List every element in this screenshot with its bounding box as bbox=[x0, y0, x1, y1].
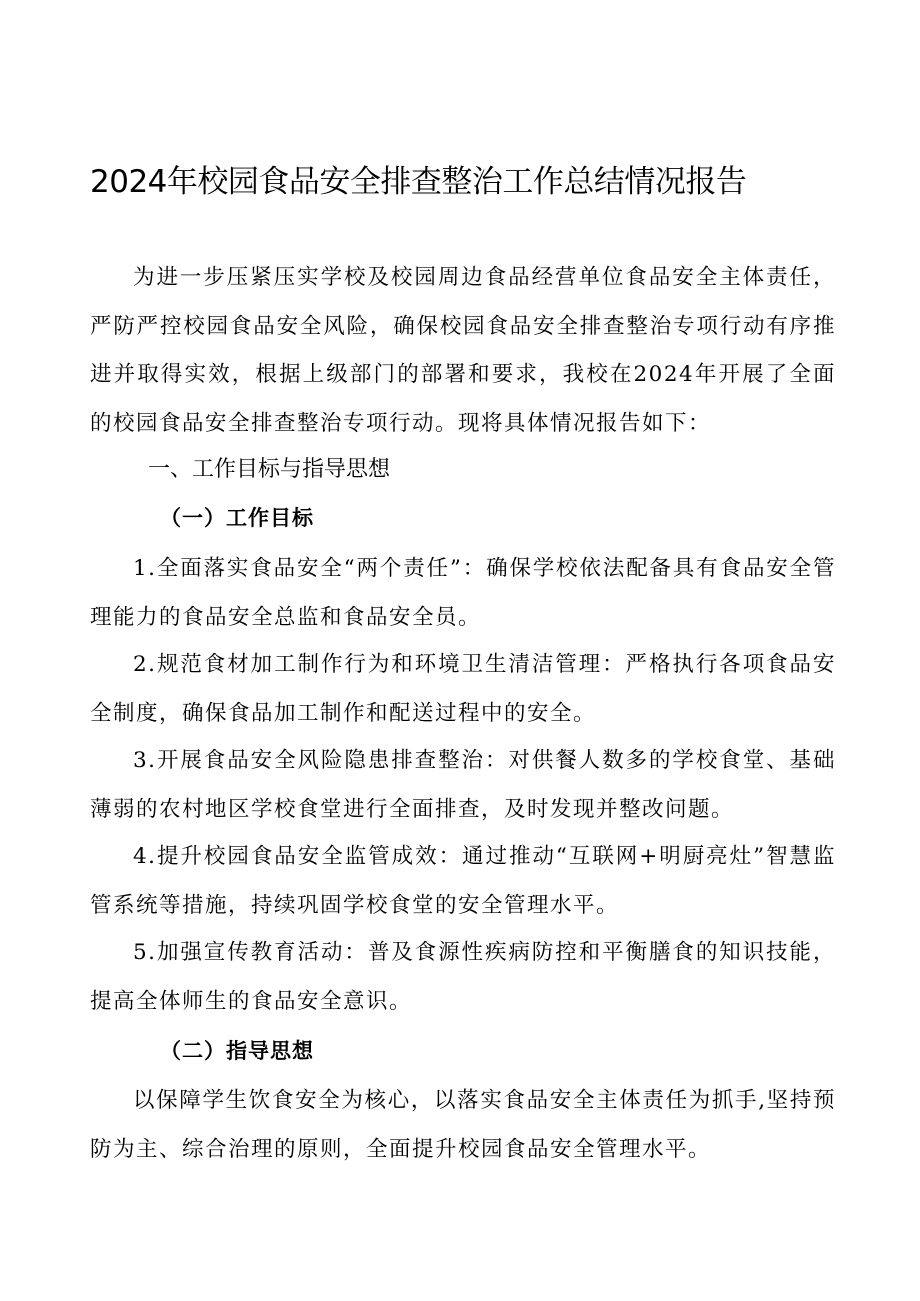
subsection-heading-goals: （一）工作目标 bbox=[160, 505, 314, 530]
goal-item-4: 4.提升校园食品安全监管成效：通过推动“互联网+明厨亮灶”智慧监管系统等措施，持续巩固学校食堂的安全管理水平。 bbox=[90, 844, 836, 918]
goal-item-1: 1.全面落实食品安全“两个责任”：确保学校依法配备具有食品安全管理能力的食品安全总监和食品安全员。 bbox=[90, 556, 836, 630]
goal-item-5: 5.加强宣传教育活动：普及食源性疾病防控和平衡膳食的知识技能，提高全体师生的食品安全意识。 bbox=[90, 940, 836, 1014]
intro-paragraph: 为进一步压紧压实学校及校园周边食品经营单位食品安全主体责任，严防严控校园食品安全风险，确保校园食品安全排查整治专项行动有序推进并取得实效，根据上级部门的部署和要求，我校在2024年开展了全面的校园食品安全排查整治专项行动。现将具体情况报告如下： bbox=[90, 265, 836, 436]
section-heading: 一、工作目标与指导思想 bbox=[148, 457, 391, 482]
goal-item-2: 2.规范食材加工制作行为和环境卫生清洁管理：严格执行各项食品安全制度，确保食品加工制作和配送过程中的安全。 bbox=[90, 652, 836, 726]
guidance-paragraph: 以保障学生饮食安全为核心，以落实食品安全主体责任为抓手,坚持预防为主、综合治理的原则，全面提升校园食品安全管理水平。 bbox=[90, 1088, 836, 1162]
goal-item-3: 3.开展食品安全风险隐患排查整治：对供餐人数多的学校食堂、基础薄弱的农村地区学校食堂进行全面排查，及时发现并整改问题。 bbox=[90, 748, 836, 822]
subsection-heading-guidance: （二）指导思想 bbox=[160, 1038, 314, 1063]
document-title: 2024年校园食品安全排查整治工作总结情况报告 bbox=[90, 164, 747, 200]
